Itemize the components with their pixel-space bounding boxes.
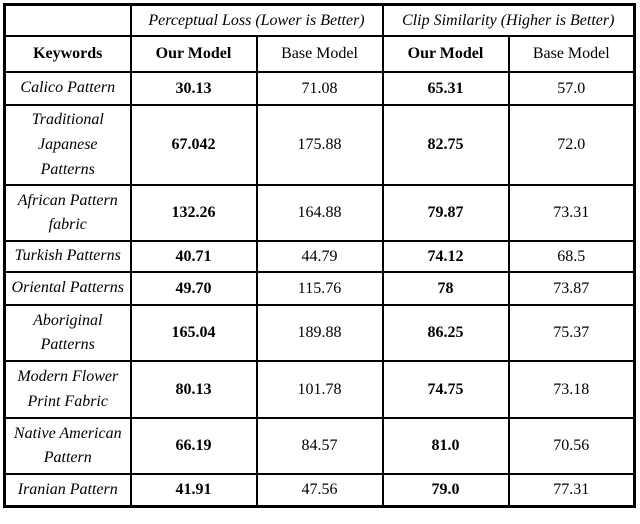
clip-base-model-header: Base Model: [509, 36, 635, 72]
clip-base-value: 75.37: [509, 305, 635, 361]
keyword-cell: Oriental Patterns: [5, 272, 131, 305]
clip-our-value: 74.12: [383, 241, 509, 272]
corner-cell: [5, 5, 131, 37]
perceptual-base-value: 189.88: [257, 305, 383, 361]
keyword-cell: Aboriginal Patterns: [5, 305, 131, 361]
perceptual-our-value: 80.13: [131, 361, 257, 418]
clip-base-value: 77.31: [509, 474, 635, 506]
clip-our-value: 79.0: [383, 474, 509, 506]
results-table: [3, 3, 636, 508]
group-header-clip-similarity: Clip Similarity (Higher is Better): [383, 5, 635, 37]
perceptual-our-model-header: Our Model: [131, 36, 257, 72]
clip-base-value: 68.5: [509, 241, 635, 272]
perceptual-our-value: 41.91: [131, 474, 257, 506]
perceptual-base-value: 101.78: [257, 361, 383, 418]
clip-our-value: 78: [383, 272, 509, 305]
perceptual-our-value: 132.26: [131, 185, 257, 241]
table-row-aboriginal-patterns: [5, 305, 635, 361]
table-row-african-pattern-fabric: [5, 185, 635, 241]
perceptual-our-value: 67.042: [131, 105, 257, 185]
table-row-modern-flower-print-fabric: [5, 361, 635, 418]
keyword-cell: African Pattern fabric: [5, 185, 131, 241]
table-row-iranian-pattern: [5, 474, 635, 506]
keyword-cell: Calico Pattern: [5, 72, 131, 105]
clip-base-value: 72.0: [509, 105, 635, 185]
keyword-cell: Modern Flower Print Fabric: [5, 361, 131, 418]
clip-our-value: 86.25: [383, 305, 509, 361]
clip-base-value: 57.0: [509, 72, 635, 105]
clip-base-value: 73.87: [509, 272, 635, 305]
perceptual-our-value: 30.13: [131, 72, 257, 105]
perceptual-base-value: 115.76: [257, 272, 383, 305]
clip-our-value: 74.75: [383, 361, 509, 418]
column-header-row: [5, 36, 635, 72]
perceptual-base-value: 47.56: [257, 474, 383, 506]
clip-base-value: 73.31: [509, 185, 635, 241]
keywords-column-header: Keywords: [5, 36, 131, 72]
perceptual-base-value: 164.88: [257, 185, 383, 241]
table-row-turkish-patterns: [5, 241, 635, 272]
perceptual-base-value: 175.88: [257, 105, 383, 185]
perceptual-our-value: 49.70: [131, 272, 257, 305]
table-row-calico-pattern: [5, 72, 635, 105]
clip-our-value: 79.87: [383, 185, 509, 241]
perceptual-base-value: 71.08: [257, 72, 383, 105]
perceptual-our-value: 66.19: [131, 418, 257, 474]
clip-our-value: 81.0: [383, 418, 509, 474]
keyword-cell: Turkish Patterns: [5, 241, 131, 272]
clip-base-value: 73.18: [509, 361, 635, 418]
table-row-oriental-patterns: [5, 272, 635, 305]
keyword-cell: Native American Pattern: [5, 418, 131, 474]
table-row-native-american-pattern: [5, 418, 635, 474]
clip-our-value: 65.31: [383, 72, 509, 105]
group-header-row: [5, 5, 635, 37]
clip-our-value: 82.75: [383, 105, 509, 185]
clip-our-model-header: Our Model: [383, 36, 509, 72]
perceptual-base-value: 44.79: [257, 241, 383, 272]
keyword-cell: Traditional Japanese Patterns: [5, 105, 131, 185]
group-header-perceptual-loss: Perceptual Loss (Lower is Better): [131, 5, 383, 37]
keyword-cell: Iranian Pattern: [5, 474, 131, 506]
perceptual-our-value: 165.04: [131, 305, 257, 361]
perceptual-base-value: 84.57: [257, 418, 383, 474]
clip-base-value: 70.56: [509, 418, 635, 474]
perceptual-base-model-header: Base Model: [257, 36, 383, 72]
table-row-traditional-japanese-patterns: [5, 105, 635, 185]
perceptual-our-value: 40.71: [131, 241, 257, 272]
